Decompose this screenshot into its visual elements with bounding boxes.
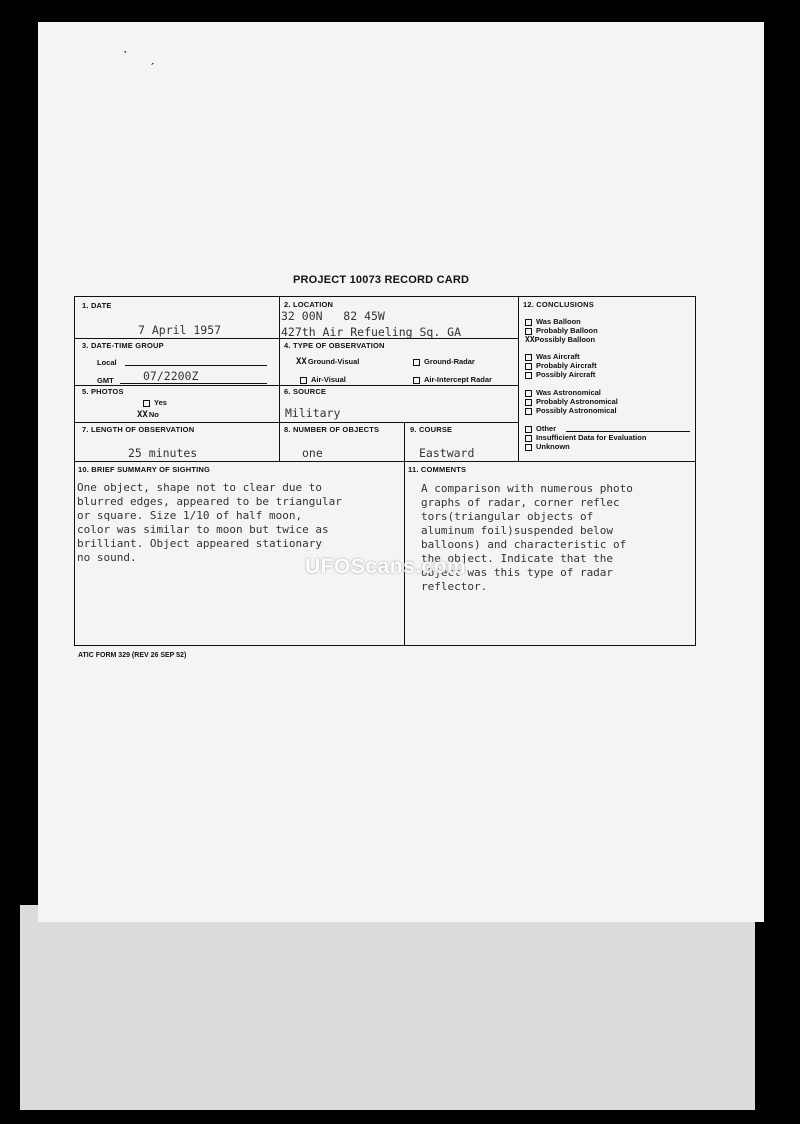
course-label: 9. COURSE	[410, 425, 453, 434]
other-text: Other	[536, 424, 557, 433]
ground-radar-text: Ground-Radar	[424, 357, 475, 366]
ground-visual-option	[296, 357, 359, 367]
photos-yes-checkbox	[143, 400, 150, 407]
conclusion-possibly-balloon	[525, 335, 595, 344]
photos-yes-text: Yes	[154, 398, 167, 407]
conclusions-label: 12. CONCLUSIONS	[523, 300, 594, 309]
air-visual-checkbox	[300, 377, 307, 384]
conclusion-was-balloon	[525, 317, 581, 326]
underlying-page	[20, 905, 755, 1110]
length-value: 25 minutes	[128, 446, 198, 460]
type-label: 4. TYPE OF OBSERVATION	[284, 341, 385, 350]
conclusion-possibly-astronomical	[525, 406, 617, 415]
air-intercept-radar-text: Air-Intercept Radar	[424, 375, 492, 384]
gmt-value: 07/2200Z	[143, 369, 199, 383]
datetime-label: 3. DATE-TIME GROUP	[82, 341, 164, 350]
was-balloon-checkbox	[525, 319, 532, 326]
possibly-balloon-text: Possibly Balloon	[534, 335, 596, 344]
possibly-balloon-checkmark: XX	[525, 335, 535, 344]
watermark: UFOScans.com	[305, 555, 467, 578]
conclusion-was-astronomical	[525, 388, 601, 397]
was-balloon-text: Was Balloon	[536, 317, 581, 326]
conclusion-unknown	[525, 442, 570, 451]
number-label: 8. NUMBER OF OBJECTS	[284, 425, 380, 434]
conclusion-other	[525, 424, 556, 433]
local-underline	[125, 365, 267, 366]
length-label: 7. LENGTH OF OBSERVATION	[82, 425, 195, 434]
conclusion-insufficient-data	[525, 433, 646, 442]
divider	[279, 297, 280, 462]
location-unit: 427th Air Refueling Sq. GA	[281, 325, 462, 339]
ground-visual-checkmark: XX	[296, 357, 307, 367]
possibly-aircraft-checkbox	[525, 372, 532, 379]
location-label: 2. LOCATION	[284, 300, 334, 309]
conclusion-was-aircraft	[525, 352, 580, 361]
divider	[75, 385, 519, 386]
divider	[75, 461, 695, 462]
photos-label: 5. PHOTOS	[82, 387, 124, 396]
form-number: ATIC FORM 329 (REV 26 SEP 52)	[78, 652, 187, 659]
photos-no-option	[137, 410, 159, 420]
divider	[404, 422, 405, 645]
summary-text: One object, shape not to clear due to blurred edges, appeared to be triangular or square. Size 1/10 of half moon, color was similar to moon but twice as brilliant. Object appeared stationary no sound.	[77, 481, 342, 564]
unknown-text: Unknown	[536, 442, 570, 451]
unknown-checkbox	[525, 444, 532, 451]
other-checkbox	[525, 426, 532, 433]
conclusion-probably-astronomical	[525, 397, 618, 406]
probably-balloon-text: Probably Balloon	[536, 326, 598, 335]
summary-label: 10. BRIEF SUMMARY OF SIGHTING	[78, 465, 211, 474]
course-value: Eastward	[419, 446, 475, 460]
ground-radar-checkbox	[413, 359, 420, 366]
air-visual-option	[300, 375, 346, 384]
ground-visual-text: Ground-Visual	[307, 357, 360, 366]
possibly-aircraft-text: Possibly Aircraft	[536, 370, 596, 379]
comments-text: A comparison with numerous photo graphs of radar, corner reflec tors(triangular objects of aluminum foil)suspended below balloons) and characteristic of the object. Indicate that the object was this type of radar reflector.	[421, 482, 633, 593]
gmt-label: GMT	[97, 376, 114, 385]
other-underline	[566, 431, 690, 432]
probably-astronomical-text: Probably Astronomical	[536, 397, 618, 406]
was-aircraft-text: Was Aircraft	[536, 352, 580, 361]
probably-astronomical-checkbox	[525, 399, 532, 406]
possibly-astronomical-text: Possibly Astronomical	[536, 406, 617, 415]
possibly-astronomical-checkbox	[525, 408, 532, 415]
gmt-underline	[120, 383, 267, 384]
date-value: 7 April 1957	[138, 323, 222, 337]
dust-speck: ˊ	[150, 60, 155, 76]
was-aircraft-checkbox	[525, 354, 532, 361]
insufficient-data-text: Insufficient Data for Evaluation	[536, 433, 647, 442]
source-value: Military	[285, 406, 341, 420]
local-label: Local	[97, 358, 117, 367]
number-value: one	[302, 446, 323, 460]
was-astronomical-checkbox	[525, 390, 532, 397]
source-label: 6. SOURCE	[284, 387, 327, 396]
insufficient-data-checkbox	[525, 435, 532, 442]
conclusion-probably-aircraft	[525, 361, 597, 370]
photos-no-checkmark: XX	[137, 410, 148, 420]
divider	[75, 422, 519, 423]
air-intercept-radar-checkbox	[413, 377, 420, 384]
probably-aircraft-text: Probably Aircraft	[536, 361, 597, 370]
divider	[518, 297, 519, 462]
ground-radar-option	[413, 357, 475, 366]
card-title: PROJECT 10073 RECORD CARD	[293, 274, 470, 286]
was-astronomical-text: Was Astronomical	[536, 388, 601, 397]
air-intercept-radar-option	[413, 375, 492, 384]
probably-balloon-checkbox	[525, 328, 532, 335]
air-visual-text: Air-Visual	[311, 375, 346, 384]
date-label: 1. DATE	[82, 301, 112, 310]
dust-speck: ˋ	[123, 48, 128, 64]
photos-yes-option	[143, 398, 167, 407]
conclusion-possibly-aircraft	[525, 370, 595, 379]
conclusion-probably-balloon	[525, 326, 598, 335]
probably-aircraft-checkbox	[525, 363, 532, 370]
photos-no-text: No	[148, 410, 159, 419]
location-coordinates: 32 00N 82 45W	[281, 309, 385, 323]
comments-label: 11. COMMENTS	[408, 465, 467, 474]
